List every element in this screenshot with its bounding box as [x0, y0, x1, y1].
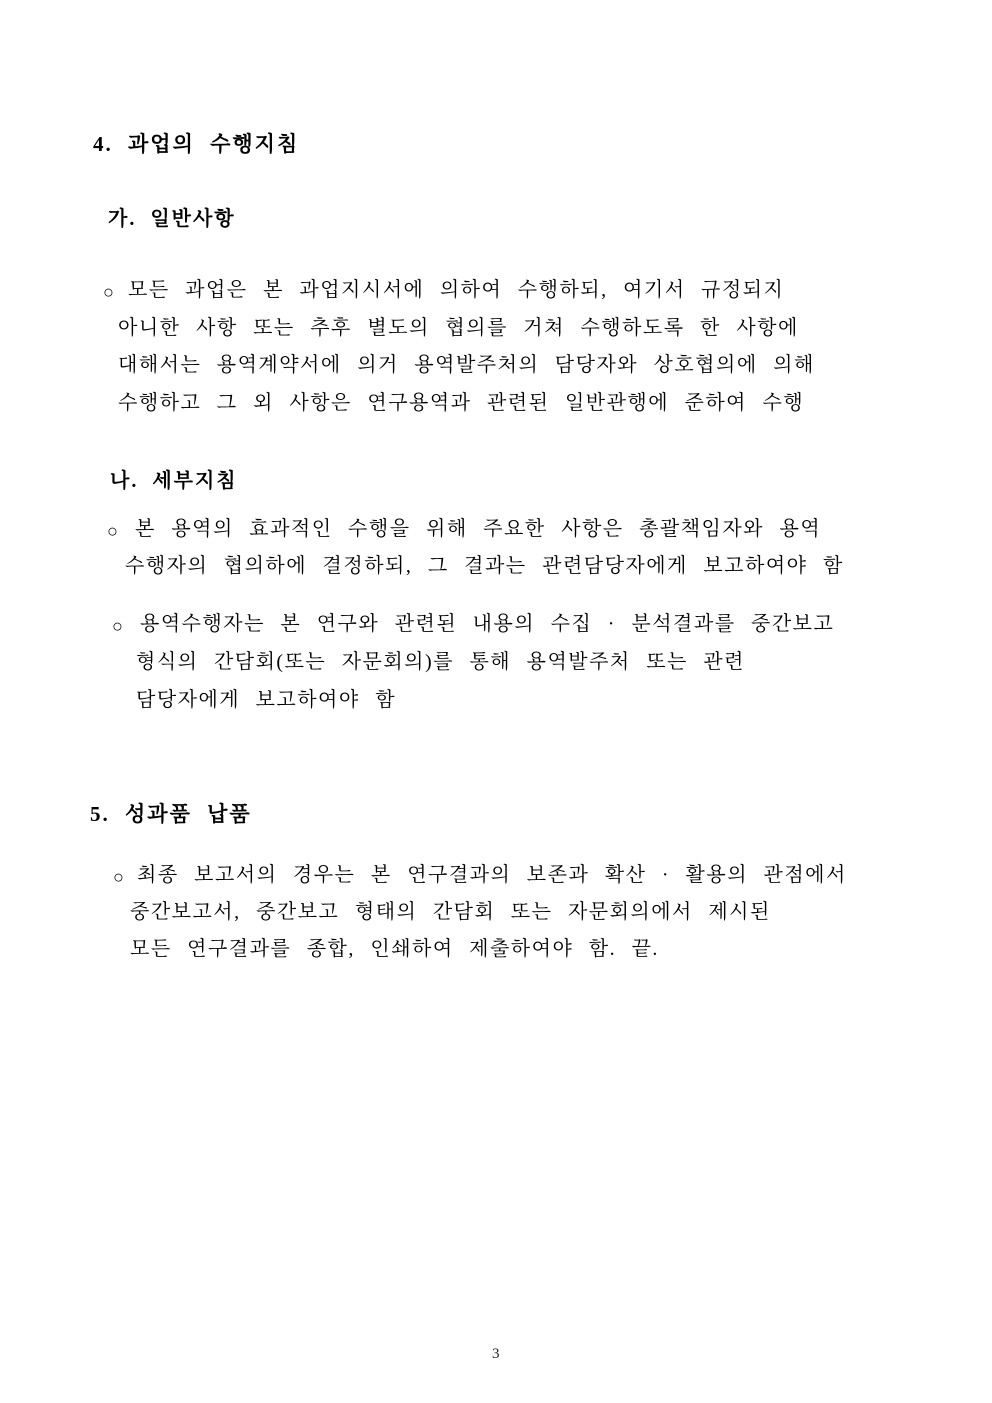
- circle-bullet-icon: ○: [107, 521, 118, 541]
- circle-bullet-icon: ○: [112, 616, 123, 636]
- paragraph-line: 아니한 사항 또는 추후 별도의 협의를 거쳐 수행하도록 한 사항에: [118, 317, 799, 339]
- paragraph-line: 중간보고서, 중간보고 형태의 간담회 또는 자문회의에서 제시된: [130, 901, 771, 923]
- subsection-ga-title: 가. 일반사항: [108, 208, 236, 230]
- circle-bullet-icon: ○: [113, 867, 124, 887]
- paragraph-line: 대해서는 용역계약서에 의거 용역발주처의 담당자와 상호협의에 의해: [118, 354, 815, 376]
- paragraph-line: 용역수행자는 본 연구와 관련된 내용의 수집 · 분석결과를 중간보고: [140, 613, 835, 635]
- paragraph-line: 최종 보고서의 경우는 본 연구결과의 보존과 확산 · 활용의 관점에서: [137, 864, 847, 886]
- paragraph-line: 모든 연구결과를 종합, 인쇄하여 제출하여야 함. 끝.: [130, 938, 659, 960]
- page-number: 3: [492, 1346, 500, 1362]
- paragraph-line: 모든 과업은 본 과업지시서에 의하여 수행하되, 여기서 규정되지: [128, 279, 785, 301]
- paragraph-line: 형식의 간담회(또는 자문회의)를 통해 용역발주처 또는 관련: [136, 651, 745, 673]
- paragraph-line: 본 용역의 효과적인 수행을 위해 주요한 사항은 총괄책임자와 용역: [135, 518, 822, 540]
- section5-title: 5. 성과품 납품: [90, 802, 252, 826]
- circle-bullet-icon: ○: [103, 282, 114, 302]
- section4-title: 4. 과업의 수행지침: [93, 132, 300, 156]
- paragraph-line: 수행하고 그 외 사항은 연구용역과 관련된 일반관행에 준하여 수행: [118, 392, 805, 414]
- paragraph-line: 수행자의 협의하에 결정하되, 그 결과는 관련담당자에게 보고하여야 함: [125, 555, 844, 577]
- subsection-na-title: 나. 세부지침: [110, 470, 238, 492]
- paragraph-line: 담당자에게 보고하여야 함: [136, 689, 397, 711]
